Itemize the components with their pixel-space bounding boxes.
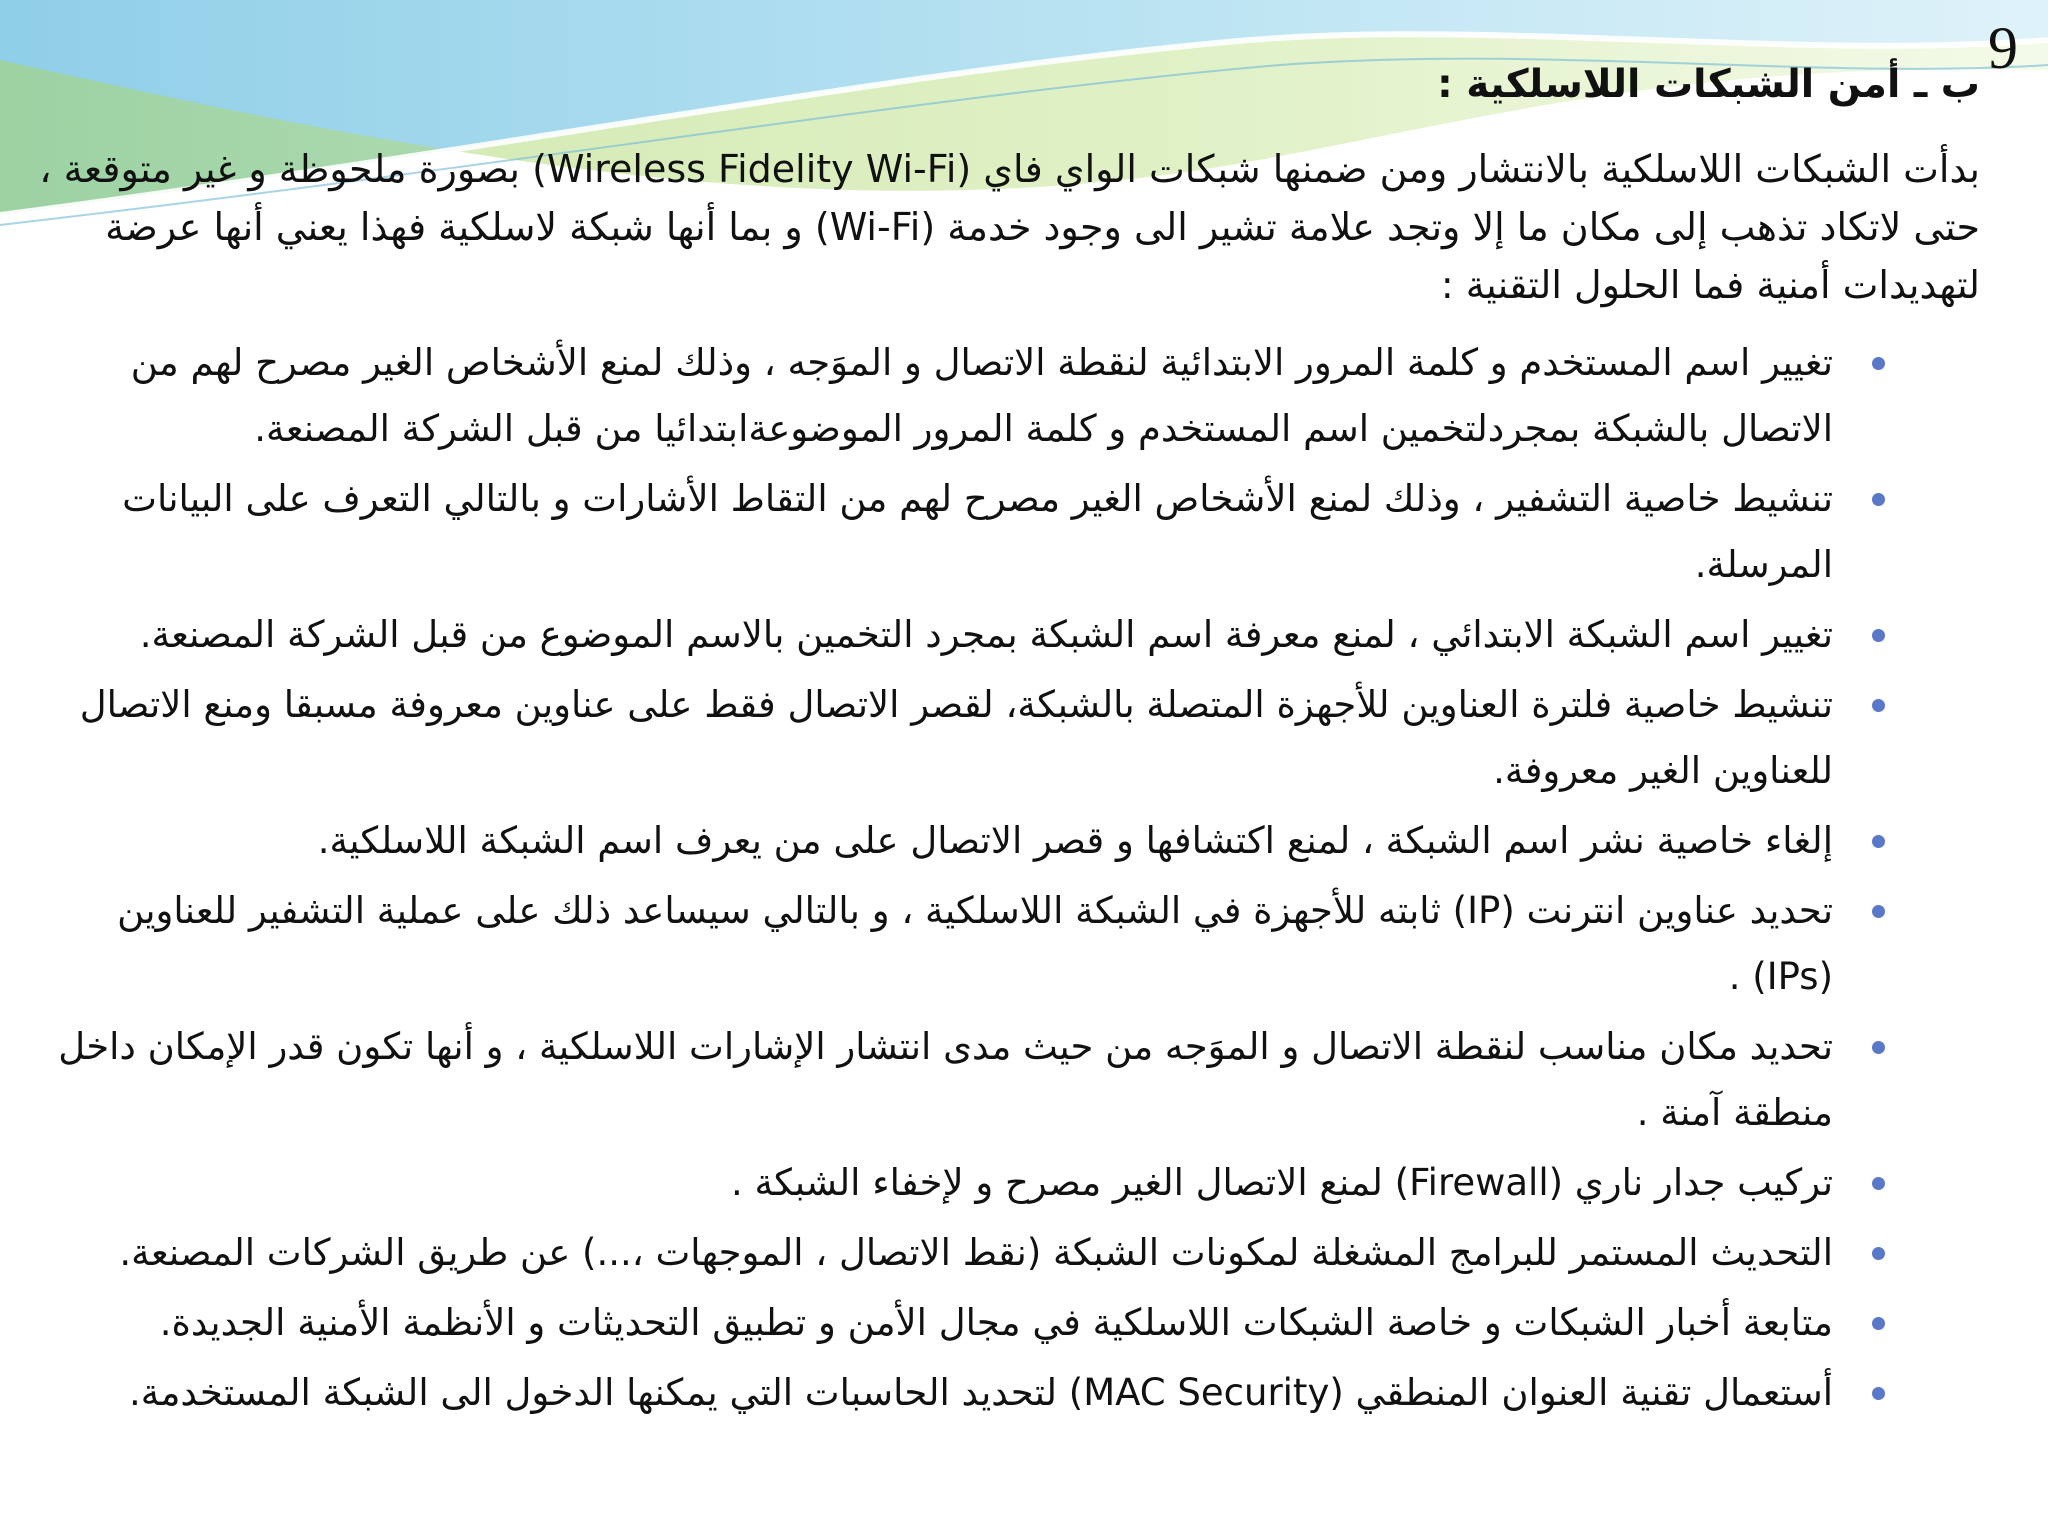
list-item-text: تنشيط خاصية التشفير ، وذلك لمنع الأشخاص الغير مصرح لهم من التقاط الأشارات و بالتالي التعرف على البيانات المرسلة.: [122, 477, 1833, 586]
bullet-dot-icon: [1872, 835, 1885, 848]
bullet-dot-icon: [1872, 493, 1885, 506]
list-item-text: تغيير اسم الشبكة الابتدائي ، لمنع معرفة اسم الشبكة بمجرد التخمين بالاسم الموضوع من قبل الشركة المصنعة.: [139, 613, 1833, 656]
bullet-dot-icon: [1872, 629, 1885, 642]
list-item: [43, 808, 1833, 874]
list-item-text: متابعة أخبار الشبكات و خاصة الشبكات اللاسلكية في مجال الأمن و تطبيق التحديثات و الأنظمة الأمنية الجديدة.: [159, 1301, 1833, 1344]
bullet-dot-icon: [1872, 357, 1885, 370]
list-item: [43, 1290, 1833, 1356]
bullet-dot-icon: [1872, 905, 1885, 918]
list-item-text: تحديد عناوين انترنت (IP) ثابته للأجهزة في الشبكة اللاسلكية ، و بالتالي سيساعد ذلك على عملية التشفير للعناوين (IPs) .: [117, 889, 1833, 998]
bullet-dot-icon: [1872, 1247, 1885, 1260]
bullet-dot-icon: [1872, 1387, 1885, 1400]
list-item: [43, 1220, 1833, 1286]
list-item-text: تنشيط خاصية فلترة العناوين للأجهزة المتصلة بالشبكة، لقصر الاتصال فقط على عناوين معروفة مسبقا ومنع الاتصال للعناوين الغير معروفة.: [79, 683, 1833, 792]
slide-number: 9: [1988, 15, 2018, 81]
list-item: [43, 878, 1833, 1010]
list-item-text: التحديث المستمر للبرامج المشغلة لمكونات الشبكة (نقط الاتصال ، الموجهات ،...) عن طريق الشركات المصنعة.: [119, 1231, 1833, 1274]
list-item: [43, 466, 1833, 598]
bullet-dot-icon: [1872, 1177, 1885, 1190]
section-heading: ب ـ أمن الشبكات اللاسلكية :: [1437, 62, 1980, 107]
intro-paragraph: بدأت الشبكات اللاسلكية بالانتشار ومن ضمنها شبكات الواي فاي (Wireless Fidelity Wi-Fi) بصورة ملحوظة و غير متوقعة ، حتى لاتكاد تذهب إلى مكان ما إلا وتجد علامة تشير الى وجود خدمة (Wi-Fi) و بما أنها شبكة لاسلكية فهذا يعني أنها عرضة لتهديدات أمنية فما الحلول التقنية :: [39, 147, 1980, 307]
list-item-text: تركيب جدار ناري (Firewall) لمنع الاتصال الغير مصرح و لإخفاء الشبكة .: [730, 1161, 1833, 1204]
bullet-dot-icon: [1872, 1041, 1885, 1054]
list-item: [43, 330, 1833, 462]
list-item: [43, 1014, 1833, 1146]
list-item-text: تحديد مكان مناسب لنقطة الاتصال و الموَجه من حيث مدى انتشار الإشارات اللاسلكية ، و أنها تكون قدر الإمكان داخل منطقة آمنة .: [58, 1025, 1833, 1134]
list-item: [43, 602, 1833, 668]
list-item: [43, 672, 1833, 804]
list-item: [43, 1360, 1833, 1426]
list-item-text: تغيير اسم المستخدم و كلمة المرور الابتدائية لنقطة الاتصال و الموَجه ، وذلك لمنع الأشخاص الغير مصرح لهم من الاتصال بالشبكة بمجردلتخمين اسم المستخدم و كلمة المرور الموضوعةابتدائيا من قبل الشركة المصنعة.: [130, 341, 1833, 450]
bullet-list: [43, 330, 1833, 1430]
bullet-dot-icon: [1872, 699, 1885, 712]
list-item-text: أستعمال تقنية العنوان المنطقي (MAC Security) لتحديد الحاسبات التي يمكنها الدخول الى الشبكة المستخدمة.: [129, 1371, 1833, 1414]
list-item-text: إلغاء خاصية نشر اسم الشبكة ، لمنع اكتشافها و قصر الاتصال على من يعرف اسم الشبكة اللاسلكية.: [317, 819, 1833, 862]
list-item: [43, 1150, 1833, 1216]
bullet-dot-icon: [1872, 1317, 1885, 1330]
